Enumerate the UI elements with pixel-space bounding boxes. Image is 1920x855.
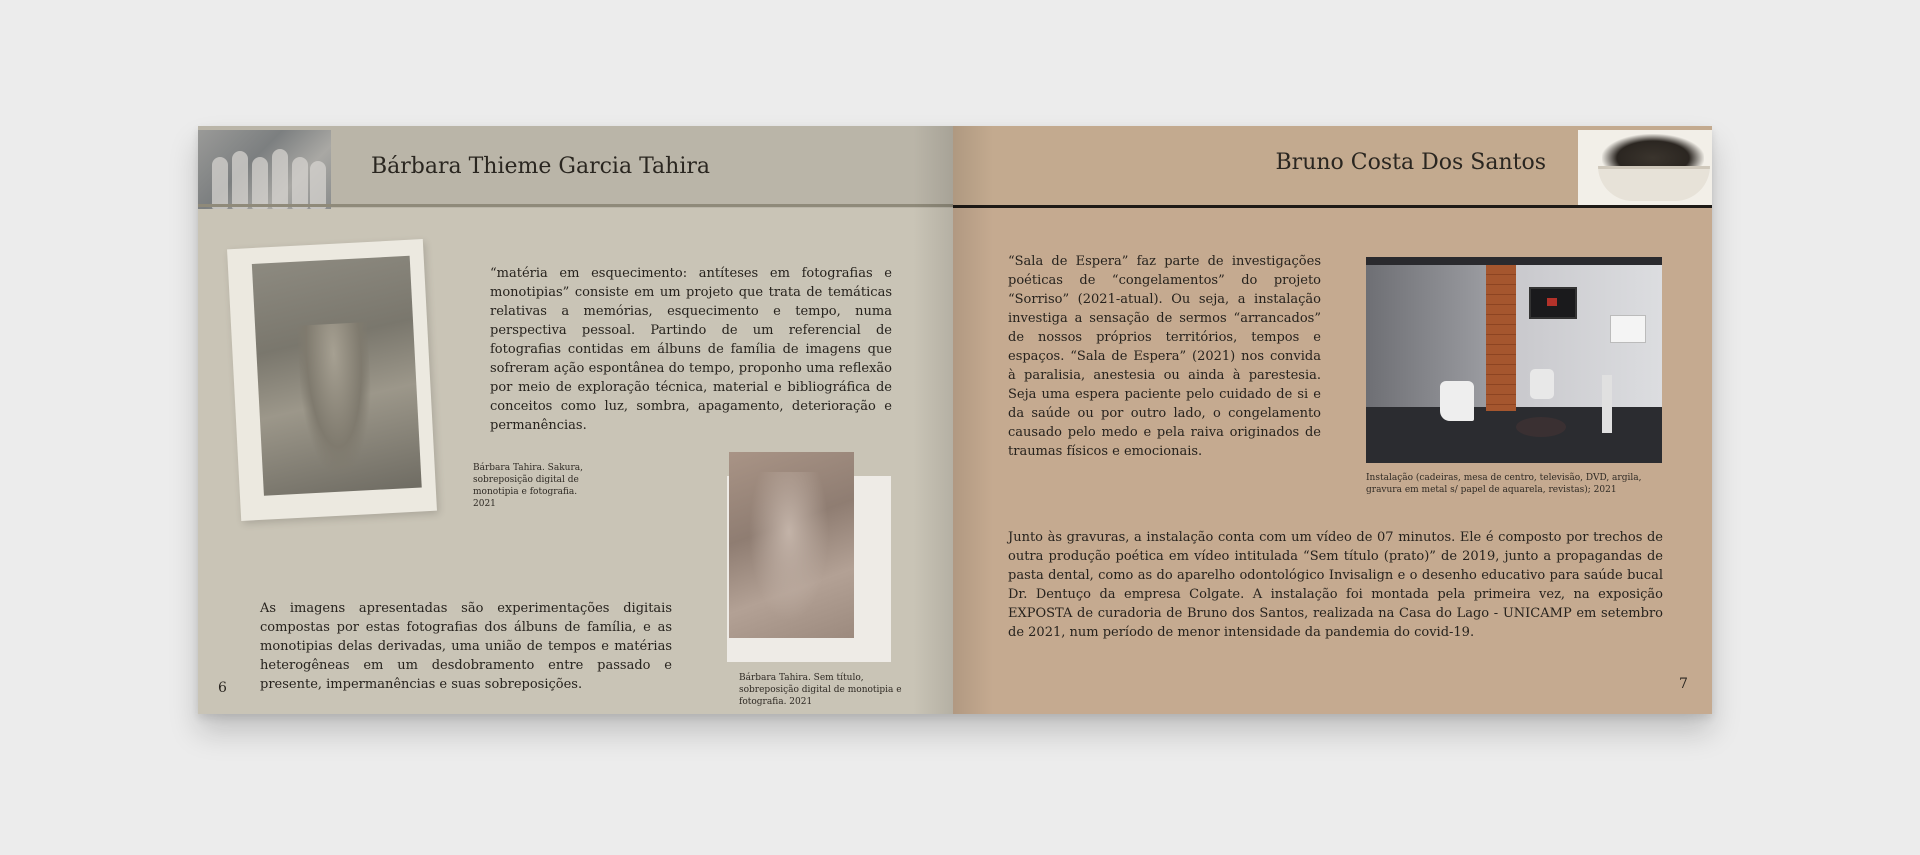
caption-untitled: Bárbara Tahira. Sem título, sobreposição digital de monotipia e fotografia. 2021 <box>739 673 902 707</box>
right-paragraph-1: “Sala de Espera” faz parte de investigações poéticas de “congelamentos” do projeto “Sorriso” (2021-atual). Ou seja, a instalação investiga a sensação de sermos “arrancados” de nossos próprios territórios, tempos e espaços. “Sala de Espera” (2021) nos convida à paralisia, anestesia ou ainda à parestesia. Seja uma espera paciente pelo cuidado de si e da saúde ou por outro lado, o congelamento causado pelo medo e pela raiva originados de traumas físicos e emocionais. <box>1008 254 1321 459</box>
header-rule-left <box>198 204 953 207</box>
page-number-right: 7 <box>1679 676 1688 692</box>
left-paragraph-2: As imagens apresentadas são experimentações digitais compostas por estas fotografias dos álbuns de família, e as monotipias delas derivadas, uma união de tempos e matérias heterogêneas em um desdobramento entre passado e presente, impermanências e suas sobreposições. <box>260 601 672 692</box>
caption-installation: Instalação (cadeiras, mesa de centro, televisão, DVD, argila, gravura em metal s/ papel de aquarela, revistas); 2021 <box>1366 473 1642 495</box>
artwork-photo-sakura <box>227 239 437 521</box>
right-page-header <box>953 126 1712 206</box>
header-thumbnail-left <box>198 130 331 209</box>
header-rule-right <box>953 205 1712 208</box>
header-thumbnail-right <box>1578 130 1712 206</box>
artist-name-left: Bárbara Thieme Garcia Tahira <box>371 154 710 179</box>
artwork-photo-untitled <box>729 452 854 638</box>
artist-name-right: Bruno Costa Dos Santos <box>1275 150 1546 175</box>
left-paragraph-1: “matéria em esquecimento: antíteses em fotografias e monotipias” consiste em um projeto que trata de temáticas relativas a memórias, esquecimento e tempo, numa perspectiva pessoal. Partindo de um referencial de fotografias contidas em álbuns de família de imagens que sofreram ação espontânea do tempo, proponho uma reflexão por meio de exploração técnica, material e bibliográfica de conceitos como luz, sombra, apagamento, deterioração e permanências. <box>490 266 892 433</box>
right-page <box>953 126 1712 714</box>
installation-photo <box>1366 257 1662 463</box>
page-number-left: 6 <box>218 680 227 696</box>
left-page-header <box>198 126 953 208</box>
left-page <box>198 126 953 714</box>
right-paragraph-2: Junto às gravuras, a instalação conta com um vídeo de 07 minutos. Ele é composto por trechos de outra produção poética em vídeo intitulada “Sem título (prato)” de 2019, junto a propagandas de pasta dental, como as do aparelho odontológico Invisalign e o desenho educativo para saúde bucal Dr. Dentuço da empresa Colgate. A instalação foi montada pela primeira vez, na exposição EXPOSTA de curadoria de Bruno dos Santos, realizada na Casa do Lago - UNICAMP em setembro de 2021, num período de menor intensidade da pandemia do covid-19. <box>1008 530 1663 640</box>
caption-sakura: Bárbara Tahira. Sakura, sobreposição digital de monotipia e fotografia. 2021 <box>473 463 583 509</box>
book-spread <box>198 126 1712 714</box>
